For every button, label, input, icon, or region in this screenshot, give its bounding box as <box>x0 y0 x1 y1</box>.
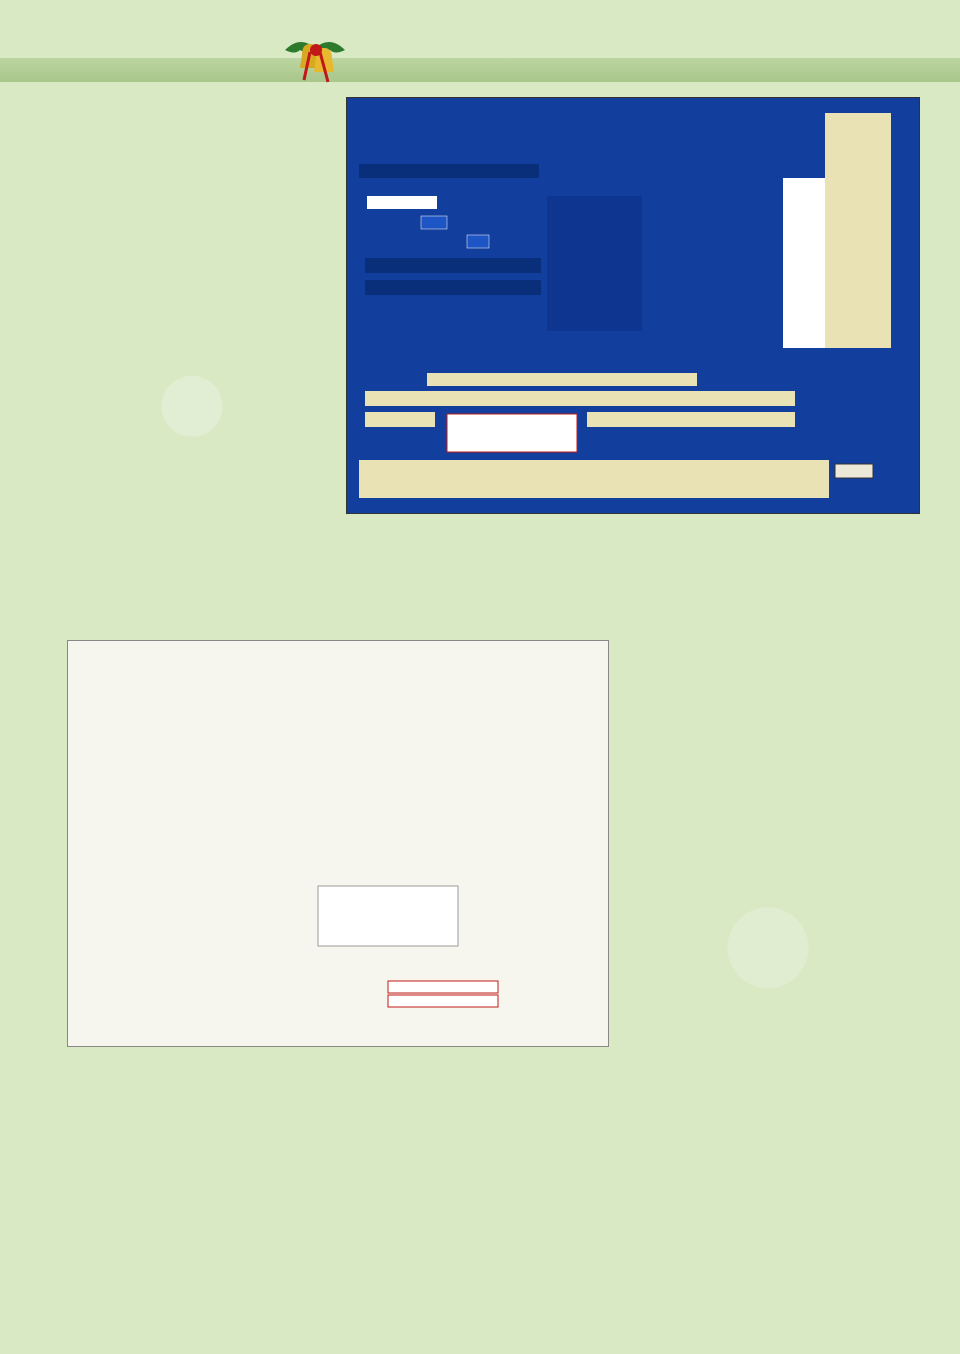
unit-select[interactable] <box>367 196 437 209</box>
inset-map <box>318 886 458 946</box>
depth-input[interactable] <box>467 235 489 248</box>
warning-box <box>449 415 575 451</box>
column-1-top <box>68 100 332 102</box>
basin-list <box>547 196 642 331</box>
label-box <box>388 995 498 1007</box>
save-button[interactable] <box>835 464 873 478</box>
column-3-bottom <box>626 1050 886 1058</box>
footer-box <box>363 464 823 496</box>
sediment-calculator-screenshot <box>346 97 920 514</box>
calculator-figure <box>347 98 919 513</box>
christmas-bells-icon <box>280 30 350 90</box>
volume-input[interactable] <box>421 216 447 229</box>
label-box <box>388 981 498 993</box>
depth-gauge <box>783 178 825 348</box>
column-2-bottom <box>348 1067 608 1071</box>
header-band <box>0 58 960 82</box>
water-level-chart-svg <box>68 641 608 1046</box>
water-level-chart <box>67 640 609 1047</box>
